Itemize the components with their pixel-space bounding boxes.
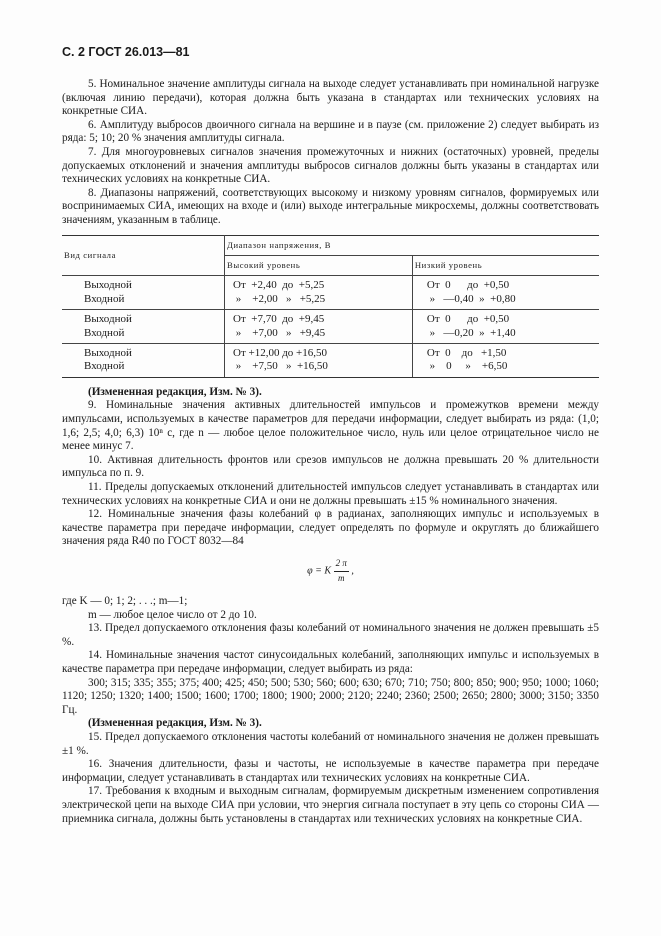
table-row bbox=[62, 343, 599, 377]
table-row bbox=[62, 310, 599, 344]
high-level-cell: От +2,40 до +5,25 » +2,00 » +5,25 bbox=[233, 279, 326, 305]
signal-kind-cell: Выходной Входной bbox=[84, 346, 132, 373]
paragraph-7: 7. Для многоуровневых сигналов значения промежуточных и нижних (остаточных) уровней, пределы допускаемых отклонений и значения амплитуды выбросов сигналов должны быть указаны в стандартах или технических условиях на конкретные СИА. bbox=[62, 145, 599, 186]
paragraph-17: 17. Требования к входным и выходным сигналам, формируемым дискретным изменением сопротивления электрической цепи на выходе СИА при условии, что энергия сигнала поступает в эту цепь со стороны СИА — приемника сигнала, должны быть установлены в стандартах или технических условиях на конкретные СИА. bbox=[62, 785, 599, 825]
paragraph-8: 8. Диапазоны напряжений, соответствующих высокому и низкому уровням сигналов, формируемых или воспринимаемых СИА, имеющих на входе и (или) выходе интегральные микросхемы, должны соответствовать значениям, указанным в таблице. bbox=[62, 186, 599, 226]
low-level-cell: От 0 до +1,50 » 0 » +6,50 bbox=[426, 346, 508, 373]
frequency-series: 300; 315; 335; 355; 375; 400; 425; 450; 500; 530; 560; 600; 630; 670; 710; 750; 800; 850; 900; 950; 1000; 1060; 1120; 1250; 1320; 1400; 1500; 1600; 1700; 1800; 1900; 2000; 2120; 2240; 2360; 2500; 2650; 2800; 3000; 3150; 3350 Гц. bbox=[62, 676, 599, 716]
paragraph-16: 16. Значения длительности, фазы и частоты, не используемые в качестве параметра при передаче информации, следует устанавливать в стандартах или технических условиях на конкретные СИА. bbox=[62, 758, 599, 784]
formula-where-1: где K — 0; 1; 2; . . .; m—1; bbox=[62, 595, 188, 608]
formula-denominator: m bbox=[337, 572, 345, 583]
voltage-range-table bbox=[62, 235, 599, 378]
low-level-cell: От 0 до +0,50 » —0,20 » +1,40 bbox=[426, 313, 516, 339]
signal-kind-cell: Выходной Входной bbox=[84, 313, 132, 339]
edit-note: (Измененная редакция, Изм. № 3). bbox=[88, 717, 262, 730]
col-header-high-level: Высокий уровень bbox=[225, 255, 413, 275]
high-level-cell: От +12,00 до +16,50 » +7,50 » +16,50 bbox=[233, 346, 328, 373]
paragraph-5: 5. Номинальное значение амплитуды сигнала на выходе следует устанавливать при номинальной нагрузке (включая линию передачи), которая должна быть указана в стандартах или технических условиях на конкретные СИА. bbox=[62, 78, 599, 118]
formula-lhs: φ = K bbox=[307, 565, 332, 577]
document-body bbox=[62, 78, 599, 826]
table-row bbox=[62, 276, 599, 310]
phase-formula bbox=[62, 557, 599, 585]
col-header-voltage-range: Диапазон напряжения, В bbox=[225, 235, 600, 255]
edit-note: (Измененная редакция, Изм. № 3). bbox=[88, 385, 262, 398]
low-level-cell: От 0 до +0,50 » —0,40 » +0,80 bbox=[426, 279, 516, 305]
high-level-cell: От +7,70 до +9,45 » +7,00 » +9,45 bbox=[233, 313, 326, 339]
col-header-low-level: Низкий уровень bbox=[412, 255, 599, 275]
paragraph-12: 12. Номинальные значения фазы колебаний φ в радианах, заполняющих импульс и используемых в качестве параметра при передаче информации, следует определять по формуле и округлять до ближайшего значения ряда R40 по ГОСТ 8032—84 bbox=[62, 508, 599, 548]
page-header: С. 2 ГОСТ 26.013—81 bbox=[62, 45, 190, 59]
signal-kind-cell: Выходной Входной bbox=[84, 279, 132, 305]
formula-fraction bbox=[334, 557, 349, 585]
col-header-signal-kind: Вид сигнала bbox=[62, 235, 225, 276]
paragraph-11: 11. Пределы допускаемых отклонений длительностей импульсов следует устанавливать в стандартах или технических условиях на конкретные СИА и они не должны превышать ±15 % номинального значения. bbox=[62, 480, 599, 507]
paragraph-14: 14. Номинальные значения частот синусоидальных колебаний, заполняющих импульс и используемых в качестве параметра при передаче информации, следует выбирать из ряда: bbox=[62, 649, 599, 676]
formula-numerator: 2 π bbox=[334, 557, 349, 572]
paragraph-9: 9. Номинальные значения активных длительностей импульсов и промежутков времени между импульсами, используемых в качестве параметров для передачи информации, следует выбирать из ряда: (1,0; 1,6; 2,5; 4,0; 6,3) 10ⁿ с, где n — любое целое положительное число, нуль или целое отрицательное число не менее минус 7. bbox=[62, 399, 599, 453]
formula-tail: , bbox=[351, 565, 354, 577]
paragraph-15: 15. Предел допускаемого отклонения частоты колебаний от номинального значения не должен превышать ±1 %. bbox=[62, 731, 599, 757]
paragraph-6: 6. Амплитуду выбросов двоичного сигнала на вершине и в паузе (см. приложение 2) следует выбирать из ряда: 5; 10; 20 % значения амплитуды сигнала. bbox=[62, 118, 599, 145]
paragraph-13: 13. Предел допускаемого отклонения фазы колебаний от номинального значения не должен превышать ±5 %. bbox=[62, 622, 599, 648]
formula-where-2: m — любое целое число от 2 до 10. bbox=[88, 608, 257, 621]
paragraph-10: 10. Активная длительность фронтов или срезов импульсов не должна превышать 20 % длительности импульса по п. 9. bbox=[62, 453, 599, 480]
